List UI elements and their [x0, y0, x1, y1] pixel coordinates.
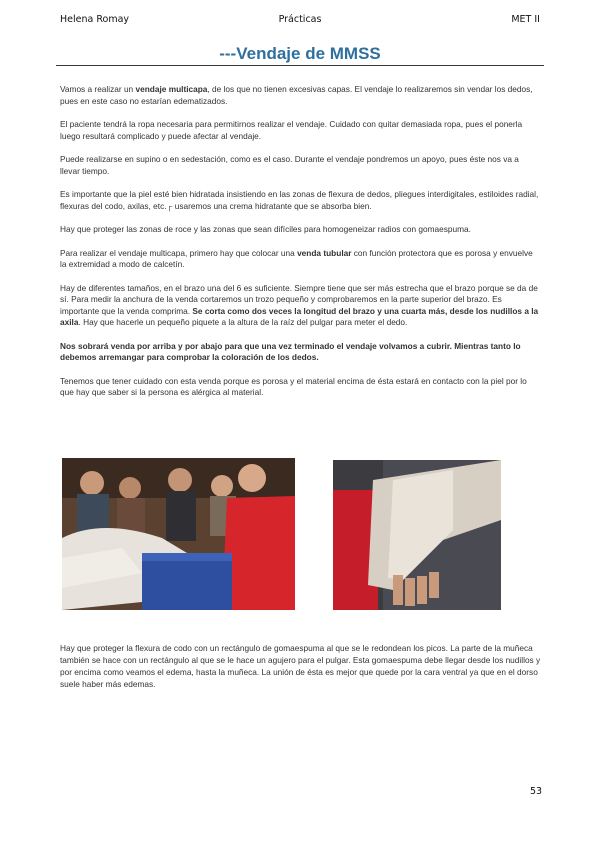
photo-bandaging-class-illustration — [62, 458, 295, 610]
photo-row — [62, 458, 502, 610]
page-header — [60, 14, 540, 30]
bold-text: Nos sobrará venda por arriba y por abajo para que una vez terminado el vendaje volvamos a cubrir. Mientras tanto lo debemos arremangar para comprobar la coloración de los dedos. — [60, 340, 521, 362]
text-run: Hay que proteger las zonas de roce y las zonas que sean difíciles para homogeneizar radios con gomaespuma. — [60, 224, 471, 234]
body-text — [60, 84, 540, 411]
body-paragraph — [60, 189, 540, 212]
bottom-paragraph: Hay que proteger la flexura de codo con un rectángulo de gomaespuma al que se le redondean los picos. La parte de la muñeca también se hace con un rectángulo al que se le hace un agujero para el pulgar. Esta gomaespuma debe llegar desde los nudillos y por encima como veamos el edema, hasta la muñeca. La unión de ésta es mejor que quede por la cara ventral ya que en el dorso suele haber más edemas. — [60, 643, 541, 689]
text-run: Para realizar el vendaje multicapa, primero hay que colocar una — [60, 247, 298, 258]
text-run: Tenemos que tener cuidado con esta venda porque es porosa y el material encima de ésta estará en contacto con la piel por lo que hay que saber si la persona es alérgica al material. — [60, 375, 527, 397]
body-paragraph — [60, 154, 540, 177]
body-paragraph — [60, 283, 540, 329]
bold-text: vendaje multicapa — [135, 84, 208, 94]
photo-tubular-bandage-illustration — [333, 460, 501, 610]
header-section: Prácticas — [278, 14, 322, 25]
text-run: Vamos a realizar un — [60, 84, 136, 94]
document-title: ---Vendaje de MMSS — [219, 44, 381, 63]
photo-bandaging-class — [62, 458, 295, 610]
bold-text: venda tubular — [297, 247, 352, 258]
body-paragraph — [60, 341, 540, 364]
bold-text: Se corta como dos veces la longitud del brazo y una cuarta más, desde los nudillos a la axila — [60, 305, 539, 327]
text-run: con función protectora que es porosa y envuelve la extremidad a modo de calcetín. — [60, 247, 533, 269]
header-author: Helena Romay — [60, 14, 130, 25]
text-run: , de los que no tienen excesivas capas. El vendaje lo realizaremos sin vendar los dedos, pues en este caso no estarían edematizados. — [60, 84, 533, 106]
text-run: Hay de diferentes tamaños, en el brazo una del 6 es suficiente. Siempre tiene que ser más estrecha que el brazo porque se da de sí. Para medir la anchura de la venda cortaremos un trozo pequeño y comprobaremos en la parte superior del brazo. Es importante que la venda comprima. — [60, 282, 538, 316]
text-run: El paciente tendrá la ropa necesaria para permitirnos realizar el vendaje. Cuidado con quitar demasiada ropa, pues el ponerla luego resultará complicado y puede afectar al vendaje. — [60, 119, 523, 141]
text-run: Puede realizarse en supino o en sedestación, como es el caso. Durante el vendaje pondremos un apoyo, pues éste nos va a llevar tiempo. — [60, 154, 519, 176]
body-paragraph — [60, 224, 540, 236]
text-run: Es importante que la piel esté bien hidratada insistiendo en las zonas de flexura de dedos, pliegues interdigitales, estiloides radial, flexuras del codo, axilas, etc.┌ usaremos una crema hidratante que se absorba bien. — [60, 189, 539, 211]
text-run: . Hay que hacerle un pequeño piquete a la altura de la raíz del pulgar para meter el dedo. — [78, 317, 408, 327]
body-paragraph — [60, 84, 540, 107]
body-paragraph — [60, 248, 540, 271]
title-divider — [56, 65, 544, 66]
header-course: MET II — [511, 14, 540, 25]
photo-tubular-bandage — [333, 460, 501, 610]
page-number: 53 — [530, 786, 543, 797]
body-paragraph — [60, 376, 540, 399]
body-paragraph — [60, 119, 540, 142]
